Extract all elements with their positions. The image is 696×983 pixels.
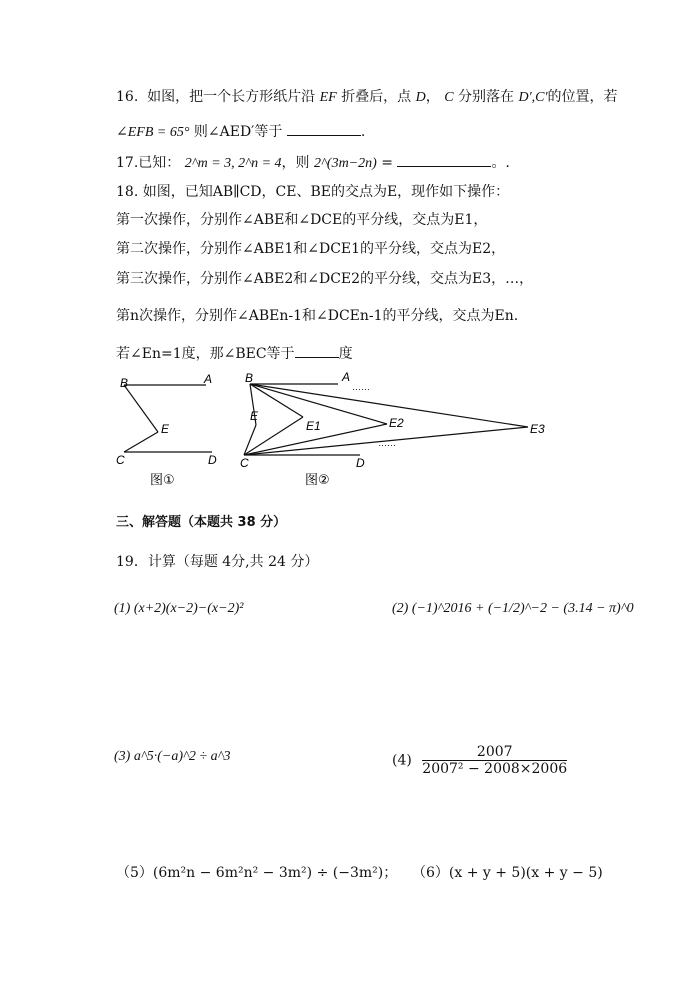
fig2-label-a: A [342, 370, 351, 384]
fig2-caption: 图② [305, 472, 330, 487]
fig2-dots-bottom: …… [378, 438, 396, 448]
q19-problem-2: (2) (−1)^2016 + (−1/2)^−2 − (3.14 − π)^0 [392, 601, 634, 616]
section3-title: 三、解答题（本题共 38 分） [116, 515, 287, 530]
q19-problem-1: (1) (x+2)(x−2)−(x−2)² [114, 601, 244, 616]
fig2-label-e2: E2 [389, 416, 404, 430]
fig1-label-e: E [161, 422, 170, 436]
q18-line6: 若∠En=1度，那∠BEC等于 度 [116, 343, 353, 363]
q18-answer-blank[interactable] [295, 343, 339, 358]
fig2-label-e3: E3 [530, 422, 545, 436]
fig2-label-c: C [240, 456, 249, 470]
q16-line2: ∠EFB = 65° 则∠AED′等于 . [116, 121, 365, 142]
fig1-label-c: C [116, 453, 125, 467]
q18-line3: 第二次操作，分别作∠ABE1和∠DCE1的平分线，交点为E2， [116, 241, 506, 257]
q17: 17.已知： 2^m = 3, 2^n = 4，则 2^(3m−2n) = 。. [116, 152, 510, 173]
q17-answer-blank[interactable] [397, 152, 491, 167]
fig1-label-d: D [208, 453, 217, 467]
q18-line2: 第一次操作，分别作∠ABE和∠DCE的平分线，交点为E1， [116, 212, 488, 228]
figure-1 [124, 385, 212, 452]
fig1-label-b: B [120, 376, 129, 390]
q16-answer-blank[interactable] [287, 121, 361, 136]
q19-problem-4 [392, 744, 567, 777]
q19-problem-4-label: (4) [392, 752, 412, 769]
fig1-label-a: A [204, 372, 213, 386]
fraction-numerator: 2007 [422, 744, 567, 761]
q16-line1: 16. 如图，把一个长方形纸片沿 EF 折叠后，点 D， C 分别落在 D′,C′的位置，若 [116, 89, 618, 105]
q18-line1: 18. 如图，已知AB∥CD，CE、BE的交点为E，现作如下操作： [116, 184, 510, 200]
q18-line4: 第三次操作，分别作∠ABE2和∠DCE2的平分线，交点为E3，…， [116, 271, 534, 287]
q19-problem-4-fraction [422, 744, 567, 777]
fig2-label-b: B [245, 371, 254, 385]
fig2-label-e1: E1 [306, 419, 321, 433]
fraction-denominator: 2007² − 2008×2006 [422, 761, 568, 777]
fig1-caption: 图① [150, 472, 175, 487]
fig2-dots-top: …… [352, 382, 370, 392]
q19-problem-3: (3) a^5·(−a)^2 ÷ a^3 [114, 749, 231, 764]
figure-q18 [110, 366, 550, 492]
q19-title: 19．计算（每题 4分,共 24 分） [116, 554, 319, 570]
q19-problem-6: （6）(x + y + 5)(x + y − 5) [412, 865, 603, 881]
q19-problem-5: （5）(6m²n − 6m²n² − 3m²) ÷ (−3m²)； [116, 865, 398, 881]
q18-line5: 第n次操作，分别作∠ABEn-1和∠DCEn-1的平分线，交点为En. [116, 308, 519, 324]
fig2-label-e: E [250, 409, 259, 423]
fig2-label-d: D [356, 456, 365, 470]
